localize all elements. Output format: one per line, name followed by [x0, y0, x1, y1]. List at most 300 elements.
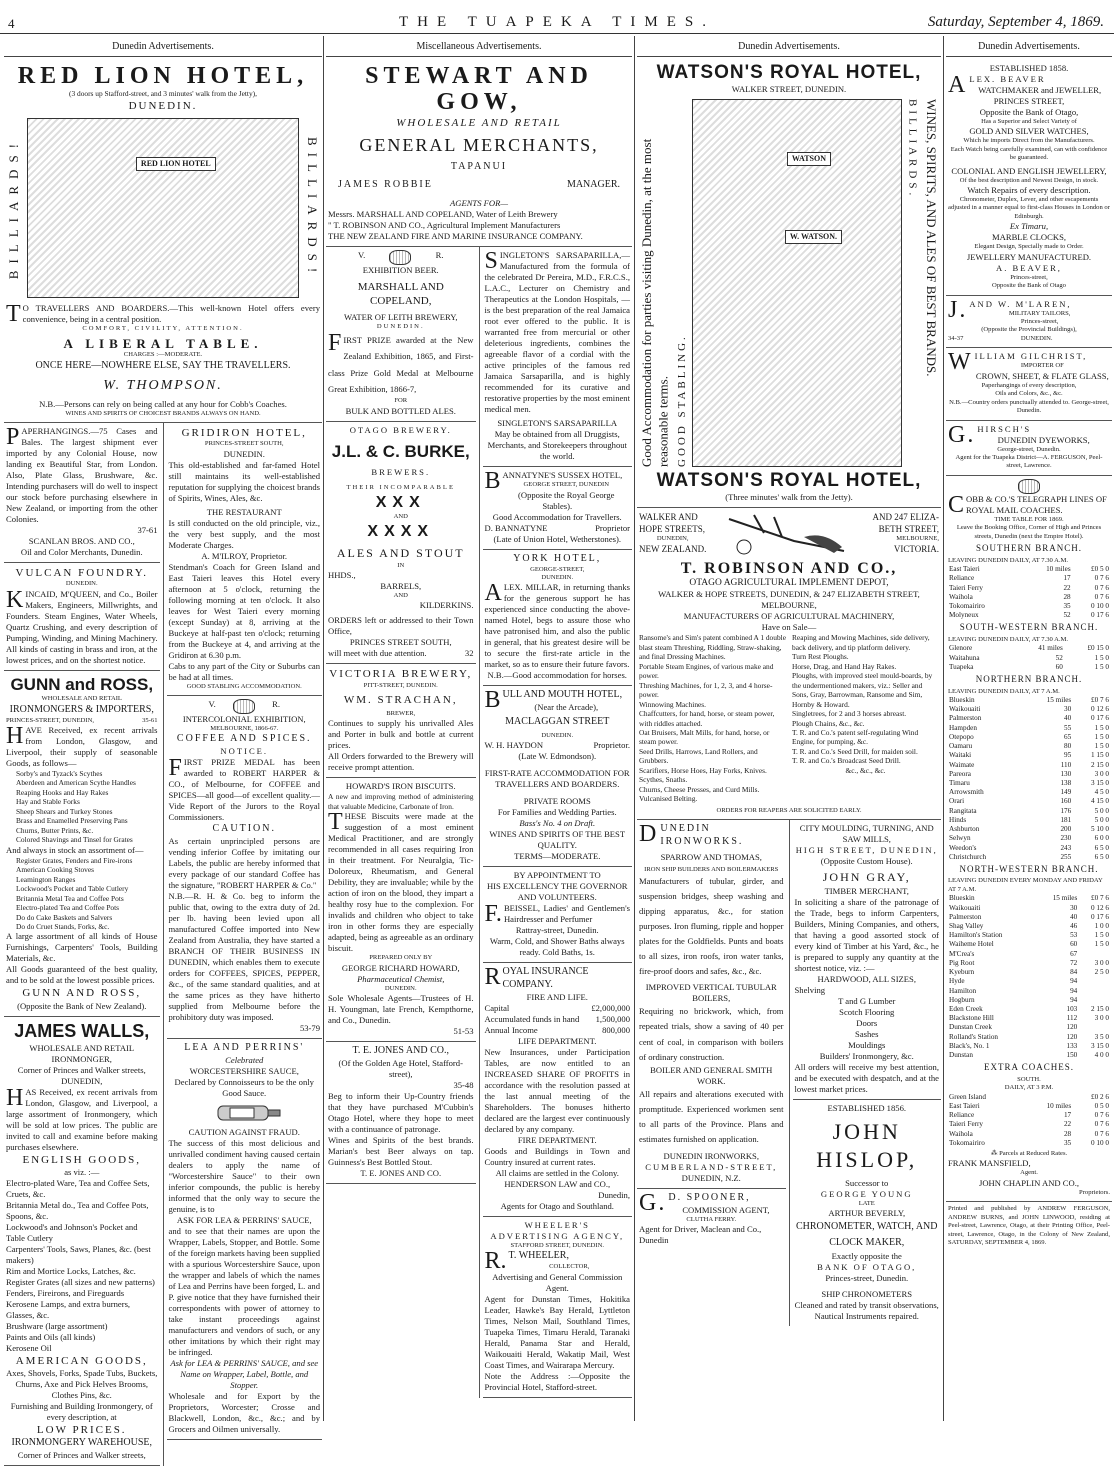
ad-dunedin-ironworks [637, 820, 786, 1189]
table-row [948, 904, 1110, 913]
stage-name: Oamaru [949, 742, 973, 751]
list-item: Reaping and Mowing Machines, side delivery, back delivery, and tip platform delivery. [792, 633, 930, 652]
stage-name: Reliance [949, 574, 975, 583]
ad-line: Proprietor [595, 522, 630, 533]
issue-date: Saturday, September 4, 1869. [927, 14, 1104, 30]
table-row [948, 644, 1110, 653]
ad-firm: DUNEDIN IRONWORKS, [663, 1150, 759, 1161]
ad-title: WHEELER'S ADVERTISING AGENCY, [490, 1220, 625, 1242]
ad-heading: HARDWOOD, ALL SIZES, [817, 973, 916, 984]
ad-line: HHDS., [328, 569, 356, 580]
stage-name: East Taieri [949, 565, 980, 574]
ad-line: COLLECTOR, [549, 1263, 590, 1271]
table-row [948, 611, 1110, 620]
ad-place: DUNEDIN. [384, 984, 417, 992]
table-row [948, 1033, 1110, 1042]
ad-line: N.B.—Good accommodation for horses. [487, 670, 627, 681]
ad-heading: OTAGO AGRICULTURAL IMPLEMENT DEPOT, [689, 578, 889, 589]
ad-body: Sole Wholesale Agents—Trustees of H. H. Youngman, late French, Kempthorne, and Co., Dunedin. [328, 993, 474, 1026]
ad-line: Furnishing and Building Ironmongery, of every description, at [10, 1400, 153, 1422]
list-item: Electro-plated Ware, Tea and Coffee Sets, Cruets, &c. [6, 1177, 150, 1199]
stage-name: Tokomairiro [949, 602, 985, 610]
stage-fare: 3 15 0 [1091, 1041, 1109, 1050]
ad-title: BULL AND MOUTH HOTEL, [484, 687, 623, 714]
ad-title: HOWARD'S IRON BISCUITS. [345, 781, 456, 792]
stage-distance: 181 [1060, 815, 1072, 824]
ad-title: COBB & CO.'S TELEGRAPH LINES OF ROYAL MAIL COACHES. [948, 491, 1107, 518]
ad-line: ORDERS FOR REAPERS ARE SOLICITED EARLY. [716, 806, 862, 814]
ad-line: (Three minutes' walk from the Jetty). [725, 491, 853, 502]
side-text: BILLIARDS. [906, 98, 919, 199]
stage-name: Hyde [949, 977, 965, 986]
ad-title: DUNEDIN IRONWORKS. [639, 821, 744, 848]
stage-name: Reliance [949, 1111, 975, 1120]
table-row [948, 593, 1110, 602]
list-item: Sorby's and Tyzack's Scythes [16, 768, 103, 778]
table-row [948, 654, 1110, 663]
ad-ref: 37-61 [137, 525, 158, 536]
ad-title: WATSON'S ROYAL HOTEL, [656, 469, 922, 491]
ad-body: TO TRAVELLERS AND BOARDERS.—This well-known Hotel offers every convenience, being in a central position. [6, 300, 320, 327]
ad-line: CHARGES :—MODERATE. [123, 351, 203, 359]
timetable-time: DAILY, AT 3 P.M. [1004, 1084, 1054, 1092]
stage-name: Orari [949, 797, 965, 806]
ad-proprietor: D. BANNATYNE [484, 522, 548, 533]
stage-distance: 65 [1064, 732, 1072, 741]
ad-body: Cabs to any part of the City or Suburbs can be had at all times. [168, 660, 320, 682]
stage-fare: 2 15 0 [1091, 760, 1109, 769]
stage-name: M'Crea's [949, 949, 975, 958]
ad-line: Corner of Princes and Walker streets, [17, 1449, 146, 1460]
ad-line: KILDERKINS. [419, 600, 474, 611]
ad-title: MARSHALL AND COPELAND, [357, 281, 444, 308]
ad-jones-and-co [326, 1042, 476, 1184]
stage-name: Dunstan [949, 1051, 973, 1060]
table-row [948, 1051, 1110, 1060]
stage-fare: 0 7 6 [1094, 592, 1109, 601]
ad-line: Agents for Otago and Southland. [500, 1201, 614, 1212]
stage-distance: 40 [1064, 714, 1072, 723]
stage-distance: 243 [1060, 843, 1072, 852]
ad-place: DUNEDIN. [541, 573, 574, 581]
ad-city-saw-mills [793, 820, 942, 1099]
stage-distance: 200 [1060, 825, 1072, 834]
ad-singletons-sarsaparilla [483, 247, 633, 467]
ad-title: ALEX. BEAVER [948, 71, 1046, 98]
ad-line: Agent for the Tuapeka District—A. FERGUSON, Peel-street, Lawrence. [955, 453, 1103, 470]
stage-distance: 230 [1060, 834, 1072, 843]
column-3 [637, 40, 941, 1420]
ad-line: MILITARY TAILORS, [1008, 309, 1071, 317]
stage-name: Dunstan Creek [949, 1023, 992, 1032]
ad-address: MACLAGGAN STREET [505, 716, 610, 728]
list-item: Register Grates, Fenders and Fire-irons [16, 855, 133, 865]
stage-distance: 176 [1060, 806, 1072, 815]
ad-body: Agent for Dunstan Times, Hokitika Leader, Hawke's Bay Herald, Lyttleton Times, Nelson Mail, Southland Times, Tuapeka Times, Timaru Herald, Taranaki Herald, Panama Star and Herald, Waikouaiti Herald, Wakatip Mail, West Coast Times, and Wairarapa Mercury. [484, 1293, 630, 1370]
ad-line: Agent. [1020, 1169, 1038, 1177]
ad-address: HIGH STREET, DUNEDIN, [795, 845, 938, 856]
stage-name: Waitahuna [949, 653, 980, 662]
ad-line: " T. ROBINSON AND CO., Agricultural Implement Manufacturers [328, 220, 561, 231]
stage-distance: 130 [1060, 769, 1072, 778]
ad-line: For Families and Wedding Parties. [497, 807, 617, 818]
table-row [948, 977, 1110, 986]
stage-name: Taieri Ferry [949, 583, 984, 592]
ad-line: Ask for LEA & PERRINS' SAUCE, and see Name on Wrapper, Label, Bottle, and Stopper. [170, 1357, 319, 1390]
ad-place: DUNEDIN. [541, 731, 574, 739]
ad-body: Wholesale and for Export by the Proprietors, Worcester; Crosse and Blackwell, London, &c., &c.; and by Grocers and Oilmen universally. [168, 1390, 320, 1434]
ad-proprietor: R.T. WHEELER, [484, 1248, 569, 1275]
stage-distance: 94 [1070, 977, 1078, 986]
ad-heading: OTAGO BREWERY. [349, 424, 452, 435]
ad-address: Corner of Princes and Walker streets, [17, 1064, 146, 1075]
ad-line: Successor to [845, 1177, 889, 1188]
ad-royal-insurance [483, 963, 633, 1217]
stage-distance: 10 miles [1046, 1101, 1072, 1110]
newspaper-title: THE TUAPEKA TIMES. [398, 14, 716, 30]
list-item: Turn Rest Ploughs. [792, 652, 849, 662]
ad-firm: SCANLAN BROS. AND CO., [28, 536, 135, 547]
ad-line: VICTORIA. [893, 543, 939, 554]
list-item: Singletrees, for 2 and 3 horses abreast. [792, 709, 907, 719]
stage-name: Glenore [949, 644, 973, 653]
ad-heading: COLONIAL AND ENGLISH JEWELLERY, [951, 165, 1107, 176]
ad-proprietor: GEORGE RICHARD HOWARD, [341, 962, 460, 973]
ad-heading: MARBLE CLOCKS, [991, 232, 1066, 243]
stage-distance: 94 [1070, 995, 1078, 1004]
stage-name: Blackstone Hill [949, 1014, 994, 1023]
ad-line: Annual Income [484, 1025, 538, 1036]
stage-distance: 95 [1064, 751, 1072, 760]
masthead [0, 0, 1114, 34]
ad-line: R. [435, 250, 444, 261]
stage-fare: 4 15 0 [1091, 797, 1109, 806]
list-item: T. R. and Co.'s Broadcast Seed Drill. [792, 756, 901, 766]
ad-title: JAMES WALLS, [14, 1020, 150, 1041]
ad-line: Advertising and General Commission Agent. [492, 1271, 623, 1293]
ad-line: ONCE HERE—NOWHERE ELSE, SAY THE TRAVELLERS. [35, 359, 291, 371]
stage-name: Waihola [949, 592, 973, 601]
ad-line: Has a Superior and Select Variety of [981, 117, 1077, 125]
table-row [948, 714, 1110, 723]
ad-vulcan-foundry [4, 563, 160, 671]
ad-line: Messrs. MARSHALL AND COPELAND, Water of Leith Brewery [328, 209, 558, 220]
ad-line: Elegant Design, Specially made to Order. [974, 243, 1084, 251]
ad-heading: NOTICE. [220, 746, 269, 757]
ad-body: Is still conducted on the old principle, viz., the very best supply, and the most Moderate Charges. [168, 517, 320, 550]
stage-name: Tokomairiro [949, 1138, 985, 1147]
stage-distance: 15 miles [1046, 696, 1072, 704]
stage-fare: 6 0 0 [1094, 834, 1109, 843]
table-row [948, 574, 1110, 583]
list-item: Scarifiers, Horse Hoes, Hay Forks, Knives. Scythes, Snaths. [639, 765, 767, 785]
ad-line: Leave the Booking Office, Corner of High and Princes streets, Dunedin (next the Empire Hotel). [956, 524, 1102, 540]
ad-line: LATE [858, 1199, 875, 1207]
table-row [948, 779, 1110, 788]
hotel-sign: WATSON [787, 152, 831, 166]
stage-distance: 17 [1063, 574, 1071, 583]
ad-signature: GUNN AND ROSS, [22, 987, 142, 1000]
table-row [948, 584, 1110, 593]
list-item: Electro-plated Tea and Coffee Pots [16, 903, 120, 913]
ad-line: (Late of Union Hotel, Wetherstones). [493, 533, 622, 544]
ad-line: AND [393, 513, 408, 521]
column-4 [946, 40, 1112, 1420]
table-row [948, 844, 1110, 853]
timetable-heading: SOUTHERN BRANCH. [975, 543, 1082, 554]
ad-line: PREPARED ONLY BY [369, 954, 433, 962]
list-item: Mouldings [848, 1039, 886, 1050]
timetable-heading: NORTH-WESTERN BRANCH. [959, 863, 1099, 874]
ad-line: (Near the Arcade), [534, 702, 599, 713]
list-item: Britannia Metal do., Tea and Coffee Pots, Spoons, &c. [6, 1199, 149, 1221]
ad-subtitle: (3 doors up Stafford-street, and 3 minutes' walk from the Jetty), [69, 89, 257, 99]
sauce-bottle-icon [169, 1102, 321, 1124]
ad-beissel-hairdresser [483, 867, 633, 963]
ad-line: BANK OF OTAGO, [817, 1262, 917, 1273]
ad-title: F.BEISSEL, Ladies' and Gentlemen's Hairdresser and Perfumer [484, 901, 630, 928]
ad-lea-and-perrins [167, 1039, 323, 1440]
ad-line: HOPE STREETS, [639, 523, 706, 534]
ad-place: DUNEDIN. [65, 580, 98, 588]
ad-line: Accumulated funds in hand [484, 1014, 580, 1025]
stage-distance: 80 [1064, 742, 1072, 751]
ad-paperhangings [4, 423, 160, 563]
stage-distance: 84 [1070, 968, 1078, 977]
list-item: Aberdeen and American Scythe Handles [16, 778, 136, 788]
ad-line: ESTABLISHED 1856. [827, 1102, 907, 1113]
list-item: Carpenters' Tools, Saws, Planes, &c. (best makers) [6, 1243, 151, 1265]
table-row [948, 1102, 1110, 1111]
ad-heading: CROWN, SHEET, & FLATE GLASS, [975, 370, 1109, 381]
table-row [948, 913, 1110, 922]
list-item: Sheep Shears and Turkey Stones [16, 806, 113, 816]
ad-heading: PRIVATE ROOMS [523, 796, 591, 807]
table-row [948, 968, 1110, 977]
column-1 [4, 40, 322, 1460]
stage-name: Otepopo [949, 732, 974, 741]
stage-name: Ashburton [949, 825, 980, 834]
ad-robinson-and-co [637, 508, 941, 821]
list-item: Ransome's and Sim's patent combined A 1 double blast steam Threshing, Riddling, Straw-shaking, and final Dressing Machines. [639, 633, 786, 662]
ad-address: CUMBERLAND-STREET, [645, 1161, 778, 1172]
timetable-northern [948, 696, 1110, 862]
stage-distance: 72 [1070, 958, 1078, 967]
stage-name: Eden Creek [949, 1004, 983, 1013]
stage-distance: 53 [1070, 931, 1078, 940]
stage-fare [1078, 1023, 1110, 1032]
ad-line: MELBOURNE, 1866-67. [210, 725, 279, 732]
ad-victoria-brewery [326, 664, 476, 778]
table-row [948, 922, 1110, 931]
ad-address: WALKER & HOPE STREETS, DUNEDIN, & 247 ELIZABETH STREET, MELBOURNE, [658, 589, 920, 611]
list-item: Winnowing Machines. [639, 699, 707, 709]
ad-value: 1,500,000 [595, 1014, 630, 1025]
ad-body: SINGLETON'S SARSAPARILLA,—Manufactured from the formula of the celebrated Dr Pereira, M.D., F.R.C.S., L.A.C., Lecturer on Chemistry and Therapeutics at the London Hospitals, —is the best preparation of the real Jamaica root ever offered to the public. It is warranted free from mercurial or other deleterious ingredients, combines the agreeable flavor of a cordial with the active principles of the famous red Jamaica Sarsaparilla, and is highly recommended for its curative and restorative properties by the most eminent medical men. [484, 248, 630, 415]
stage-name: Green Island [949, 1092, 986, 1101]
ad-line: COMMISSION AGENT, [682, 1204, 770, 1215]
list-item: Kerosene Oil [6, 1342, 52, 1353]
ad-place: DUNEDIN. [128, 99, 198, 112]
timetable-heading: EXTRA COACHES. [983, 1062, 1074, 1073]
ad-line: And always in stock an assortment of— [6, 844, 144, 855]
ad-line: IRONMONGERY WAREHOUSE, [11, 1436, 153, 1448]
stage-fare: 0 12 6 [1091, 705, 1109, 714]
stage-fare: £0 15 0 [1087, 644, 1109, 653]
ad-line: Proprietors. [1079, 1188, 1110, 1196]
ad-william-gilchrist [946, 348, 1112, 420]
stage-name: Hogburn [949, 995, 975, 1004]
ad-value: £2,000,000 [591, 1003, 630, 1014]
stage-fare: 0 7 6 [1094, 583, 1109, 592]
ad-line: Parcels at Reduced Rates. [999, 1149, 1068, 1157]
ad-body: FIRST PRIZE awarded at the New Zealand Exhibition, 1865, and First-class Prize Gold Medal at Melbourne Great Exhibition, 1866-7, [328, 329, 474, 394]
ad-line: Opposite the Bank of Otago, [979, 106, 1079, 117]
stage-fare: 0 7 6 [1094, 1129, 1109, 1138]
list-item: Chaffcutters, for hand, horse, or steam power, with riddles attached. [639, 709, 775, 728]
stage-fare: 1 5 0 [1094, 723, 1109, 732]
stage-distance: 22 [1063, 1120, 1072, 1129]
stage-fare: £0 7 6 [1091, 894, 1109, 903]
column-2 [326, 40, 632, 1420]
ad-line: Exactly opposite the [831, 1251, 902, 1262]
stage-name: Hinds [949, 815, 967, 824]
ad-line: Oil and Color Merchants, Dunedin. [20, 547, 143, 558]
list-item: Brass and Enamelled Preserving Pans [16, 816, 128, 826]
list-item: Churns, Cheese Presses, and Curd Mills. [639, 784, 760, 794]
ad-heading: INTERCOLONIAL EXHIBITION, [182, 714, 306, 724]
stage-distance: 46 [1070, 921, 1078, 930]
ad-heading: WORCESTERSHIRE SAUCE, [189, 1065, 299, 1076]
side-text: GOOD STABLING. [676, 333, 689, 467]
table-row [948, 853, 1110, 862]
stage-name: East Taieri [949, 1101, 980, 1110]
printer-imprint: Printed and published by ANDREW FERGUSON, ANDREW BURNS, and JOHN LINWOOD, residing at Peel-street, Lawrence, Otago, at their Printing Office, Peel-street, Lawrence, Otago, in the Colony of New Zealand, SATURDAY, SEPTEMBER 4, 1869. [948, 1205, 1110, 1247]
ad-line: Each Watch being carefully examined, can with confidence be guaranteed. [950, 145, 1108, 162]
stage-name: Arrowsmith [949, 788, 984, 797]
ad-line: NEW ZEALAND. [639, 543, 707, 554]
stage-name: Hamilton's Station [949, 931, 1003, 940]
stage-fare: 3 0 0 [1094, 1014, 1109, 1023]
side-text: WINES, SPIRITS, AND ALES OF BEST BRANDS. [924, 98, 939, 377]
table-row [948, 1120, 1110, 1129]
stage-name: Hampden [949, 723, 977, 732]
stage-fare: 0 7 6 [1094, 1111, 1109, 1120]
stage-fare [1078, 987, 1110, 996]
timetable-southern [948, 565, 1110, 620]
table-row [948, 894, 1110, 903]
stage-fare: 0 12 6 [1091, 903, 1109, 912]
ad-line: V. [208, 699, 216, 709]
side-text: Good Accommodation for parties visiting Dunedin, at the most reasonable terms. [639, 138, 671, 467]
stage-fare [1078, 977, 1110, 986]
list-item: Shelving [794, 984, 826, 995]
stage-distance: 10 miles [1046, 565, 1071, 574]
royal-arms-icon [1018, 479, 1040, 494]
table-row [948, 751, 1110, 760]
table-row [948, 724, 1110, 733]
ad-line: WHOLESALE AND RETAIL [41, 695, 122, 703]
stage-fare: 1 5 0 [1094, 662, 1109, 671]
ad-line: WHOLESALE AND RETAIL [29, 1042, 135, 1053]
stage-name: Hamilton [949, 986, 977, 995]
ad-james-walls [4, 1017, 160, 1466]
ad-body: This old-established and far-famed Hotel still maintains its well-established reputation for supplying the choicest brands of Spirits, Wines, Ales, &c. [168, 459, 320, 503]
ad-line: Nautical Instruments repaired. [814, 1311, 919, 1322]
list-item: Ploughs, with improved steel mould-boards, by the undermentioned makers, viz.: Seller and Sons, Gray, Barrowman, Ransome and Sim, Hornby & Howard. [792, 671, 933, 709]
hotel-sign: W. WATSON. [785, 230, 842, 244]
list-item: Fenders, Fireirons, and Fireguards [6, 1287, 125, 1298]
ad-place: DUNEDIN. [223, 448, 265, 459]
ad-line: (Of the Golden Age Hotel, Stafford-street), [338, 1058, 463, 1080]
stage-distance: 22 [1063, 583, 1071, 592]
stage-name: Waikouaiti [949, 903, 981, 912]
ad-line: (Opposite the Provincial Buildings), [981, 326, 1077, 334]
ad-title: WILLIAM GILCHRIST, [948, 349, 1088, 376]
stage-name: Shag Valley [949, 921, 984, 930]
ad-heading: SINGLETON'S SARSAPARILLA [497, 418, 618, 429]
stage-fare: 1 5 0 [1094, 732, 1109, 741]
list-item: Builders' Ironmongery, &c. [819, 1050, 914, 1061]
stage-fare: 1 0 0 [1094, 921, 1109, 930]
stage-fare: 5 0 0 [1094, 815, 1109, 824]
royal-arms-icon [389, 250, 411, 265]
ad-line: WATCHMAKER and JEWELLER, [978, 84, 1102, 95]
ad-heading: HIS EXCELLENCY THE GOVERNOR AND VOLUNTEERS. [486, 881, 628, 903]
table-row [948, 816, 1110, 825]
stage-name: Tuapeka [949, 662, 974, 671]
stage-fare: 5 0 0 [1094, 806, 1109, 815]
stage-fare: 1 5 0 [1094, 931, 1109, 940]
ad-ref: 53-79 [299, 1023, 320, 1034]
ad-heading: AGENTS FOR— [449, 198, 508, 209]
ad-signature: A. BEAVER, [996, 262, 1062, 273]
royal-arms-icon [233, 699, 255, 714]
ad-heading: FIRST-RATE ACCOMMODATION FOR TRAVELLERS AND BOARDERS. [484, 768, 630, 790]
stage-distance: 67 [1070, 949, 1078, 958]
list-item: Churns, Butter Prints, &c. [16, 825, 94, 835]
stage-fare: 3 15 0 [1091, 778, 1109, 787]
table-row [948, 834, 1110, 843]
ad-line: THEIR INCOMPARABLE [346, 484, 455, 492]
table-row [948, 1130, 1110, 1139]
ad-title: GUNN and ROSS, [10, 674, 154, 694]
ad-line: WINES AND SPIRITS OF THE BEST QUALITY. [489, 829, 626, 851]
ad-line: A new and improving method of administering that valuable Medicine, Carbonate of Iron. [328, 792, 474, 811]
stage-name: Taieri Ferry [949, 1120, 984, 1129]
stage-distance: 30 [1070, 903, 1078, 912]
ad-ref: 34-37 [948, 334, 964, 342]
ad-bull-and-mouth-hotel [483, 686, 633, 867]
ad-heading: SHIP CHRONOMETERS [821, 1289, 913, 1300]
ad-heading: GOLD AND SILVER WATCHES, [969, 126, 1089, 137]
hotel-engraving [692, 99, 902, 467]
stage-fare: 1 5 0 [1094, 940, 1109, 949]
stage-fare: 1 15 0 [1091, 751, 1109, 760]
table-row [948, 825, 1110, 834]
table-row [948, 959, 1110, 968]
stage-fare: 0 17 6 [1091, 912, 1109, 921]
table-row [948, 1005, 1110, 1014]
stage-distance: 41 miles [1038, 644, 1063, 653]
ad-line: V. [358, 250, 366, 261]
stage-distance: 160 [1060, 797, 1072, 806]
ad-line: Celebrated [225, 1054, 264, 1065]
stage-fare: 3 0 0 [1094, 958, 1109, 967]
ad-title: GRIDIRON HOTEL, [181, 427, 307, 440]
stage-name: Rangitata [949, 806, 977, 815]
timetable-north-western [948, 894, 1110, 1060]
